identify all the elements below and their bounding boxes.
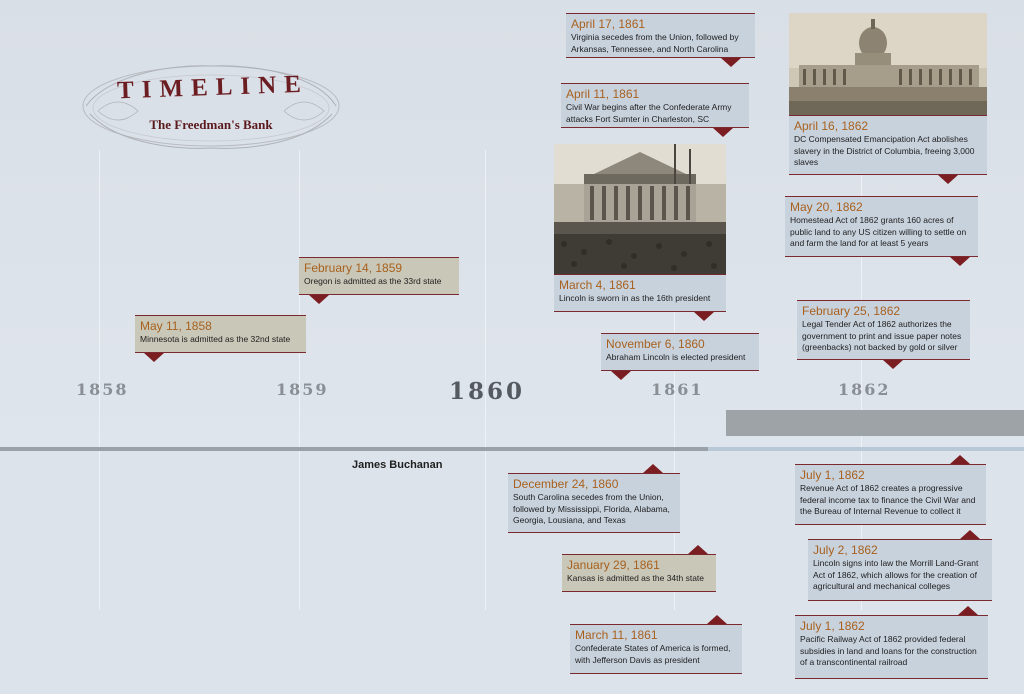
event-card[interactable] xyxy=(795,464,986,525)
event-card[interactable] xyxy=(785,196,978,257)
event-text: Abraham Lincoln is elected president xyxy=(606,352,746,362)
event-text: Minnesota is admitted as the 32nd state xyxy=(140,334,291,344)
event-text: Lincoln signs into law the Morrill Land-Grant Act of 1862, which allows for the creation of agricultural and mechanical colleges xyxy=(813,558,979,591)
presidency-bar xyxy=(726,410,1024,436)
event-pointer xyxy=(938,175,958,184)
event-text: Civil War begins after the Confederate Army attacks Fort Sumter in Charleston, SC xyxy=(566,102,732,124)
event-date: November 6, 1860 xyxy=(606,337,705,351)
event-date: February 25, 1862 xyxy=(802,304,901,318)
event-card[interactable] xyxy=(135,315,306,353)
event-card[interactable] xyxy=(561,83,749,128)
event-date: March 11, 1861 xyxy=(575,628,658,642)
capitol-photo xyxy=(789,13,987,115)
event-pointer xyxy=(144,353,164,362)
event-card[interactable] xyxy=(554,274,726,312)
event-text: Oregon is admitted as the 33rd state xyxy=(304,276,442,286)
event-card[interactable] xyxy=(570,624,742,674)
event-text: DC Compensated Emancipation Act abolishes slavery in the District of Columbia, freeing 3,000 slaves xyxy=(794,134,975,167)
event-card[interactable] xyxy=(601,333,759,371)
event-date: July 1, 1862 xyxy=(800,468,865,482)
event-pointer xyxy=(688,545,708,554)
event-date: May 20, 1862 xyxy=(790,200,863,214)
timeline-axis xyxy=(0,447,708,451)
event-pointer xyxy=(958,606,978,615)
event-text: Confederate States of America is formed, with Jefferson Davis as president xyxy=(575,643,731,665)
logo-title: TIMELINE xyxy=(116,70,310,105)
event-card[interactable] xyxy=(797,300,970,360)
year-1860[interactable]: 1860 xyxy=(449,378,526,405)
year-1859[interactable]: 1859 xyxy=(276,380,329,399)
timeline-axis-segment xyxy=(708,447,1024,451)
event-pointer xyxy=(960,530,980,539)
event-card[interactable] xyxy=(562,554,716,592)
president-label: James Buchanan xyxy=(352,459,443,471)
event-date: February 14, 1859 xyxy=(304,261,403,275)
event-pointer xyxy=(950,257,970,266)
event-pointer xyxy=(950,455,970,464)
event-date: April 17, 1861 xyxy=(571,17,646,31)
event-date: July 2, 1862 xyxy=(813,543,878,557)
timeline-logo xyxy=(78,56,344,156)
event-date: April 16, 1862 xyxy=(794,119,869,133)
event-card[interactable] xyxy=(566,13,755,58)
year-1858[interactable]: 1858 xyxy=(76,380,129,399)
event-pointer xyxy=(713,128,733,137)
event-pointer xyxy=(611,371,631,380)
event-card[interactable] xyxy=(299,257,459,295)
event-pointer xyxy=(883,360,903,369)
event-date: May 11, 1858 xyxy=(140,319,212,333)
event-text: Kansas is admitted as the 34th state xyxy=(567,573,705,583)
event-pointer xyxy=(309,295,329,304)
event-pointer xyxy=(721,58,741,67)
event-text: South Carolina secedes from the Union, followed by Mississippi, Florida, Alabama, Georgia, Lousiana, and Texas xyxy=(513,492,670,525)
logo-subtitle: The Freedman's Bank xyxy=(149,117,273,132)
event-date: April 11, 1861 xyxy=(566,87,640,101)
event-text: Homestead Act of 1862 grants 160 acres of public land to any US citizen willing to settle on and farm the land for at least 5 years xyxy=(790,215,967,248)
event-pointer xyxy=(707,615,727,624)
event-text: Revenue Act of 1862 creates a progressive federal income tax to finance the Civil War and the Bureau of Internal Revenue to collect it xyxy=(800,483,976,516)
event-date: December 24, 1860 xyxy=(513,477,619,491)
event-text: Virginia secedes from the Union, followed by Arkansas, Tennessee, and North Carolina xyxy=(571,32,739,54)
event-card[interactable] xyxy=(789,115,987,175)
event-date: March 4, 1861 xyxy=(559,278,636,292)
inauguration-photo xyxy=(554,144,726,274)
year-1862[interactable]: 1862 xyxy=(838,380,891,399)
event-card[interactable] xyxy=(508,473,680,533)
event-pointer xyxy=(643,464,663,473)
year-1861[interactable]: 1861 xyxy=(651,380,704,399)
event-text: Lincoln is sworn in as the 16th president xyxy=(559,293,711,303)
event-card[interactable] xyxy=(808,539,992,601)
event-date: January 29, 1861 xyxy=(567,558,660,572)
event-date: July 1, 1862 xyxy=(800,619,865,633)
event-text: Pacific Railway Act of 1862 provided federal subsidies in land and loans for the construction of a transcontinental railroad xyxy=(800,634,977,667)
event-pointer xyxy=(694,312,714,321)
event-card[interactable] xyxy=(795,615,988,679)
event-text: Legal Tender Act of 1862 authorizes the government to print and issue paper notes (greenbacks) not backed by gold or silver xyxy=(802,319,962,352)
